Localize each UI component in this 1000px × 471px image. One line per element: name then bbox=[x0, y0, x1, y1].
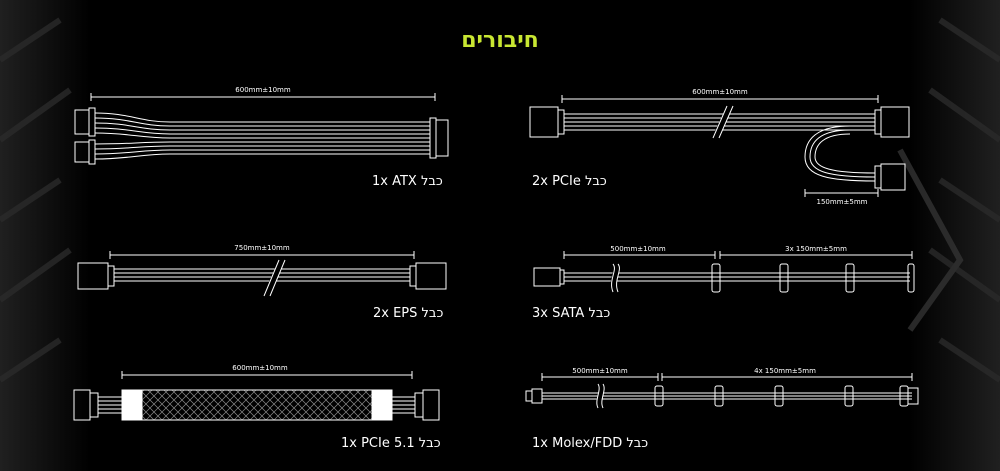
sata-cable-word: כבל bbox=[588, 306, 611, 321]
page-title: חיבורים bbox=[461, 28, 539, 53]
pcie5-caption bbox=[341, 436, 441, 451]
pcie5-length-label: 600mm±10mm bbox=[232, 364, 288, 372]
eps-caption bbox=[373, 306, 443, 321]
pcie5-qty: 1x PCIe 5.1 bbox=[341, 436, 415, 451]
sata-qty: 3x SATA bbox=[532, 306, 585, 321]
pcie-cable-word: כבל bbox=[585, 174, 607, 189]
molex-qty: 1x Molex/FDD bbox=[532, 436, 623, 451]
pcie-caption bbox=[532, 174, 607, 189]
eps-qty: 2x EPS bbox=[373, 306, 418, 321]
molex-cable bbox=[520, 362, 920, 422]
pcie-length-label: 600mm±10mm bbox=[692, 88, 748, 96]
atx-cable bbox=[70, 80, 450, 170]
atx-caption bbox=[372, 174, 443, 189]
sata-caption bbox=[532, 306, 610, 321]
eps-cable-word: כבל bbox=[421, 306, 444, 321]
pcie-qty: 2x PCIe bbox=[532, 174, 581, 189]
pcie-branch-label: 150mm±5mm bbox=[816, 198, 868, 206]
pcie5-cable bbox=[70, 360, 450, 430]
molex-segments-label: 4x 150mm±5mm bbox=[754, 367, 816, 375]
atx-length-label: 600mm±10mm bbox=[235, 86, 291, 94]
eps-cable bbox=[70, 240, 450, 300]
atx-qty: 1x ATX bbox=[372, 174, 417, 189]
atx-cable-word: כבל bbox=[420, 174, 443, 189]
eps-length-label: 750mm±10mm bbox=[234, 244, 290, 252]
molex-caption bbox=[532, 436, 648, 451]
sata-length-label: 500mm±10mm bbox=[610, 245, 666, 253]
sata-segments-label: 3x 150mm±5mm bbox=[785, 245, 847, 253]
molex-cable-word: כבל bbox=[626, 436, 649, 451]
molex-length-label: 500mm±10mm bbox=[572, 367, 628, 375]
sata-cable bbox=[520, 240, 920, 305]
pcie5-cable-word: כבל bbox=[418, 436, 441, 451]
